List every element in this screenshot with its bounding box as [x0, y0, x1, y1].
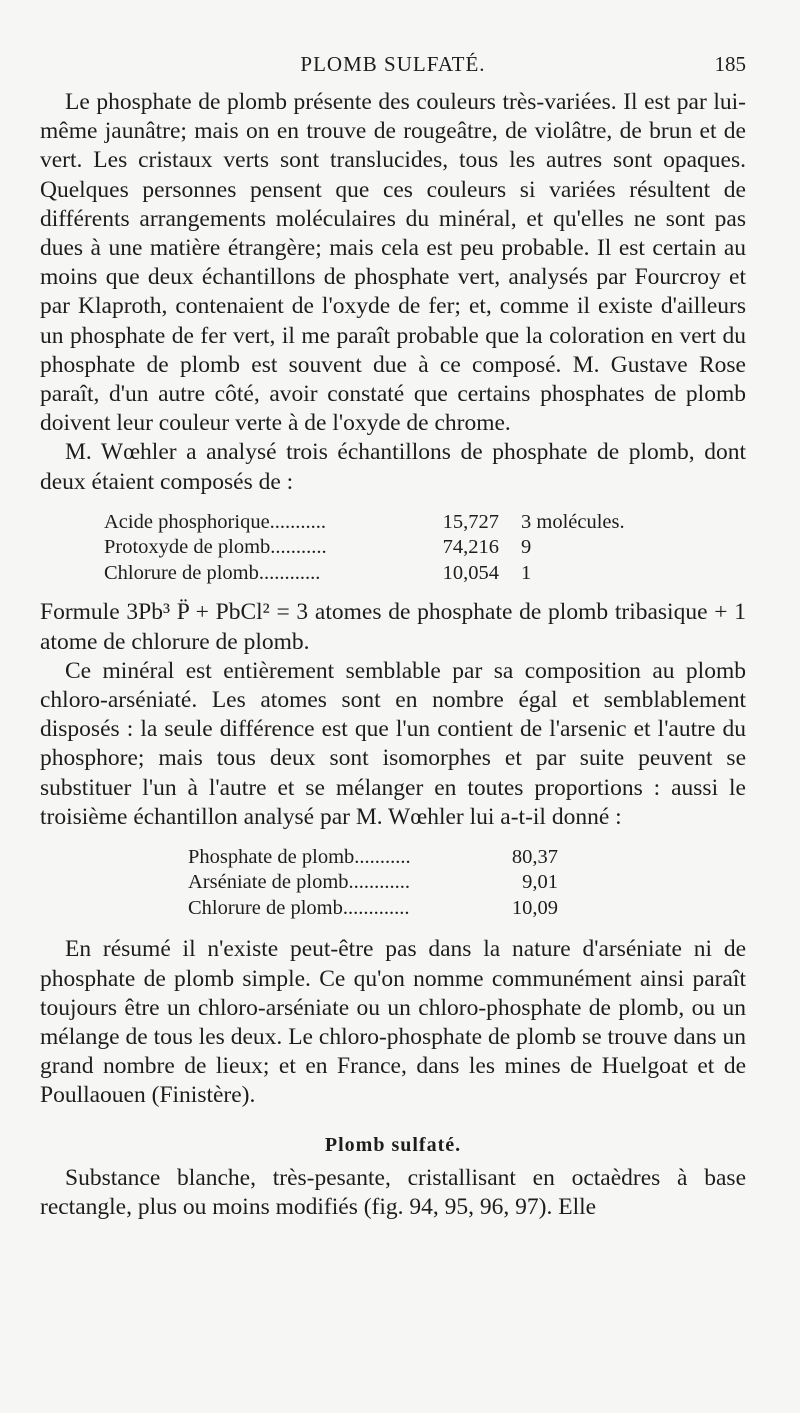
paragraph-summary: En résumé il n'existe peut-être pas dans la nature d'arséniate ni de phosphate de plomb simple. Ce qu'on nomme communément ainsi paraît toujours être un chloro-arséniate ou un chloro-phosphate de plomb, ou un mélange de tous les deux. Le chloro-phosphate de plomb se trouve dans un grand nombre de lieux; et en France, dans les mines de Huelgoat et de Poullaouen (Finistère). — [40, 936, 746, 1109]
component-value: 9,01 — [522, 871, 558, 894]
component-value: 74,216 — [442, 536, 499, 559]
table-row — [104, 535, 746, 561]
paragraph-isomorphism: Ce minéral est entièrement semblable par sa composition au plomb chloro-arséniaté. Les atomes sont en nombre égal et semblablement disposés : la seule différence est que l'un contient de l'arsenic et l'autre du phosphore; mais tous deux sont isomorphes et par suite peuvent se substituer l'un à l'autre et se mélanger en toutes proportions : aussi le troisième échantillon analysé par M. Wœhler lui a-t-il donné : — [40, 657, 746, 830]
component-molecules: 3 molécules. — [521, 510, 625, 533]
component-value: 10,054 — [442, 561, 499, 584]
body-text — [40, 88, 746, 1222]
composition-table-1 — [104, 510, 746, 587]
paragraph-formula: Formule 3Pb³ P̈ + PbCl² = 3 atomes de phosphate de plomb tribasique + 1 atome de chlorure de plomb. — [40, 599, 746, 655]
page-number: 185 — [714, 52, 746, 76]
table-row — [104, 510, 746, 536]
component-name: Protoxyde de plomb........... — [104, 536, 327, 559]
page-header — [40, 50, 746, 86]
component-value: 80,37 — [511, 845, 558, 868]
paragraph-plomb-sulfate: Substance blanche, très-pesante, cristallisant en octaèdres à base rectangle, plus ou moins modifiés (fig. 94, 95, 96, 97). Elle — [40, 1164, 746, 1221]
table-row — [188, 896, 746, 922]
running-title: PLOMB SULFATÉ. — [300, 52, 486, 76]
composition-table-2 — [188, 845, 746, 922]
component-name: Arséniate de plomb............ — [188, 871, 411, 894]
component-name: Chlorure de plomb............. — [188, 896, 410, 919]
component-molecules: 1 — [521, 561, 532, 584]
component-name: Chlorure de plomb............ — [104, 561, 321, 584]
table-row — [188, 845, 746, 871]
table-row — [104, 561, 746, 587]
component-name: Phosphate de plomb........... — [188, 845, 411, 868]
table-row — [188, 870, 746, 896]
component-molecules: 9 — [521, 536, 532, 559]
section-title: Plomb sulfaté. — [324, 1133, 462, 1156]
component-value: 15,727 — [442, 510, 499, 533]
component-value: 10,09 — [511, 896, 558, 919]
paragraph-woehler-analysis: M. Wœhler a analysé trois échantillons de phosphate de plomb, dont deux étaient composés de : — [40, 439, 746, 495]
paragraph-lead-phosphate-colors: Le phosphate de plomb présente des couleurs très-variées. Il est par lui-même jaunâtre; mais on en trouve de rougeâtre, de violâtre, de brun et de vert. Les cristaux verts sont translucides, tous les autres sont opaques. Quelques personnes pensent que ces couleurs si variées résultent de différents arrangements moléculaires du minéral, et qu'elles ne sont pas dues à une matière étrangère; mais cela est peu probable. Il est certain au moins que deux échantillons de phosphate vert, analysés par Fourcroy et par Klaproth, contenaient de l'oxyde de fer; et, comme il existe d'ailleurs un phosphate de fer vert, il me paraît probable que la coloration en vert du phosphate de plomb est souvent due à ce composé. M. Gustave Rose paraît, d'un autre côté, avoir constaté que certains phosphates de plomb doivent leur couleur verte à de l'oxyde de chrome. — [40, 89, 746, 437]
component-name: Acide phosphorique........... — [104, 510, 327, 533]
